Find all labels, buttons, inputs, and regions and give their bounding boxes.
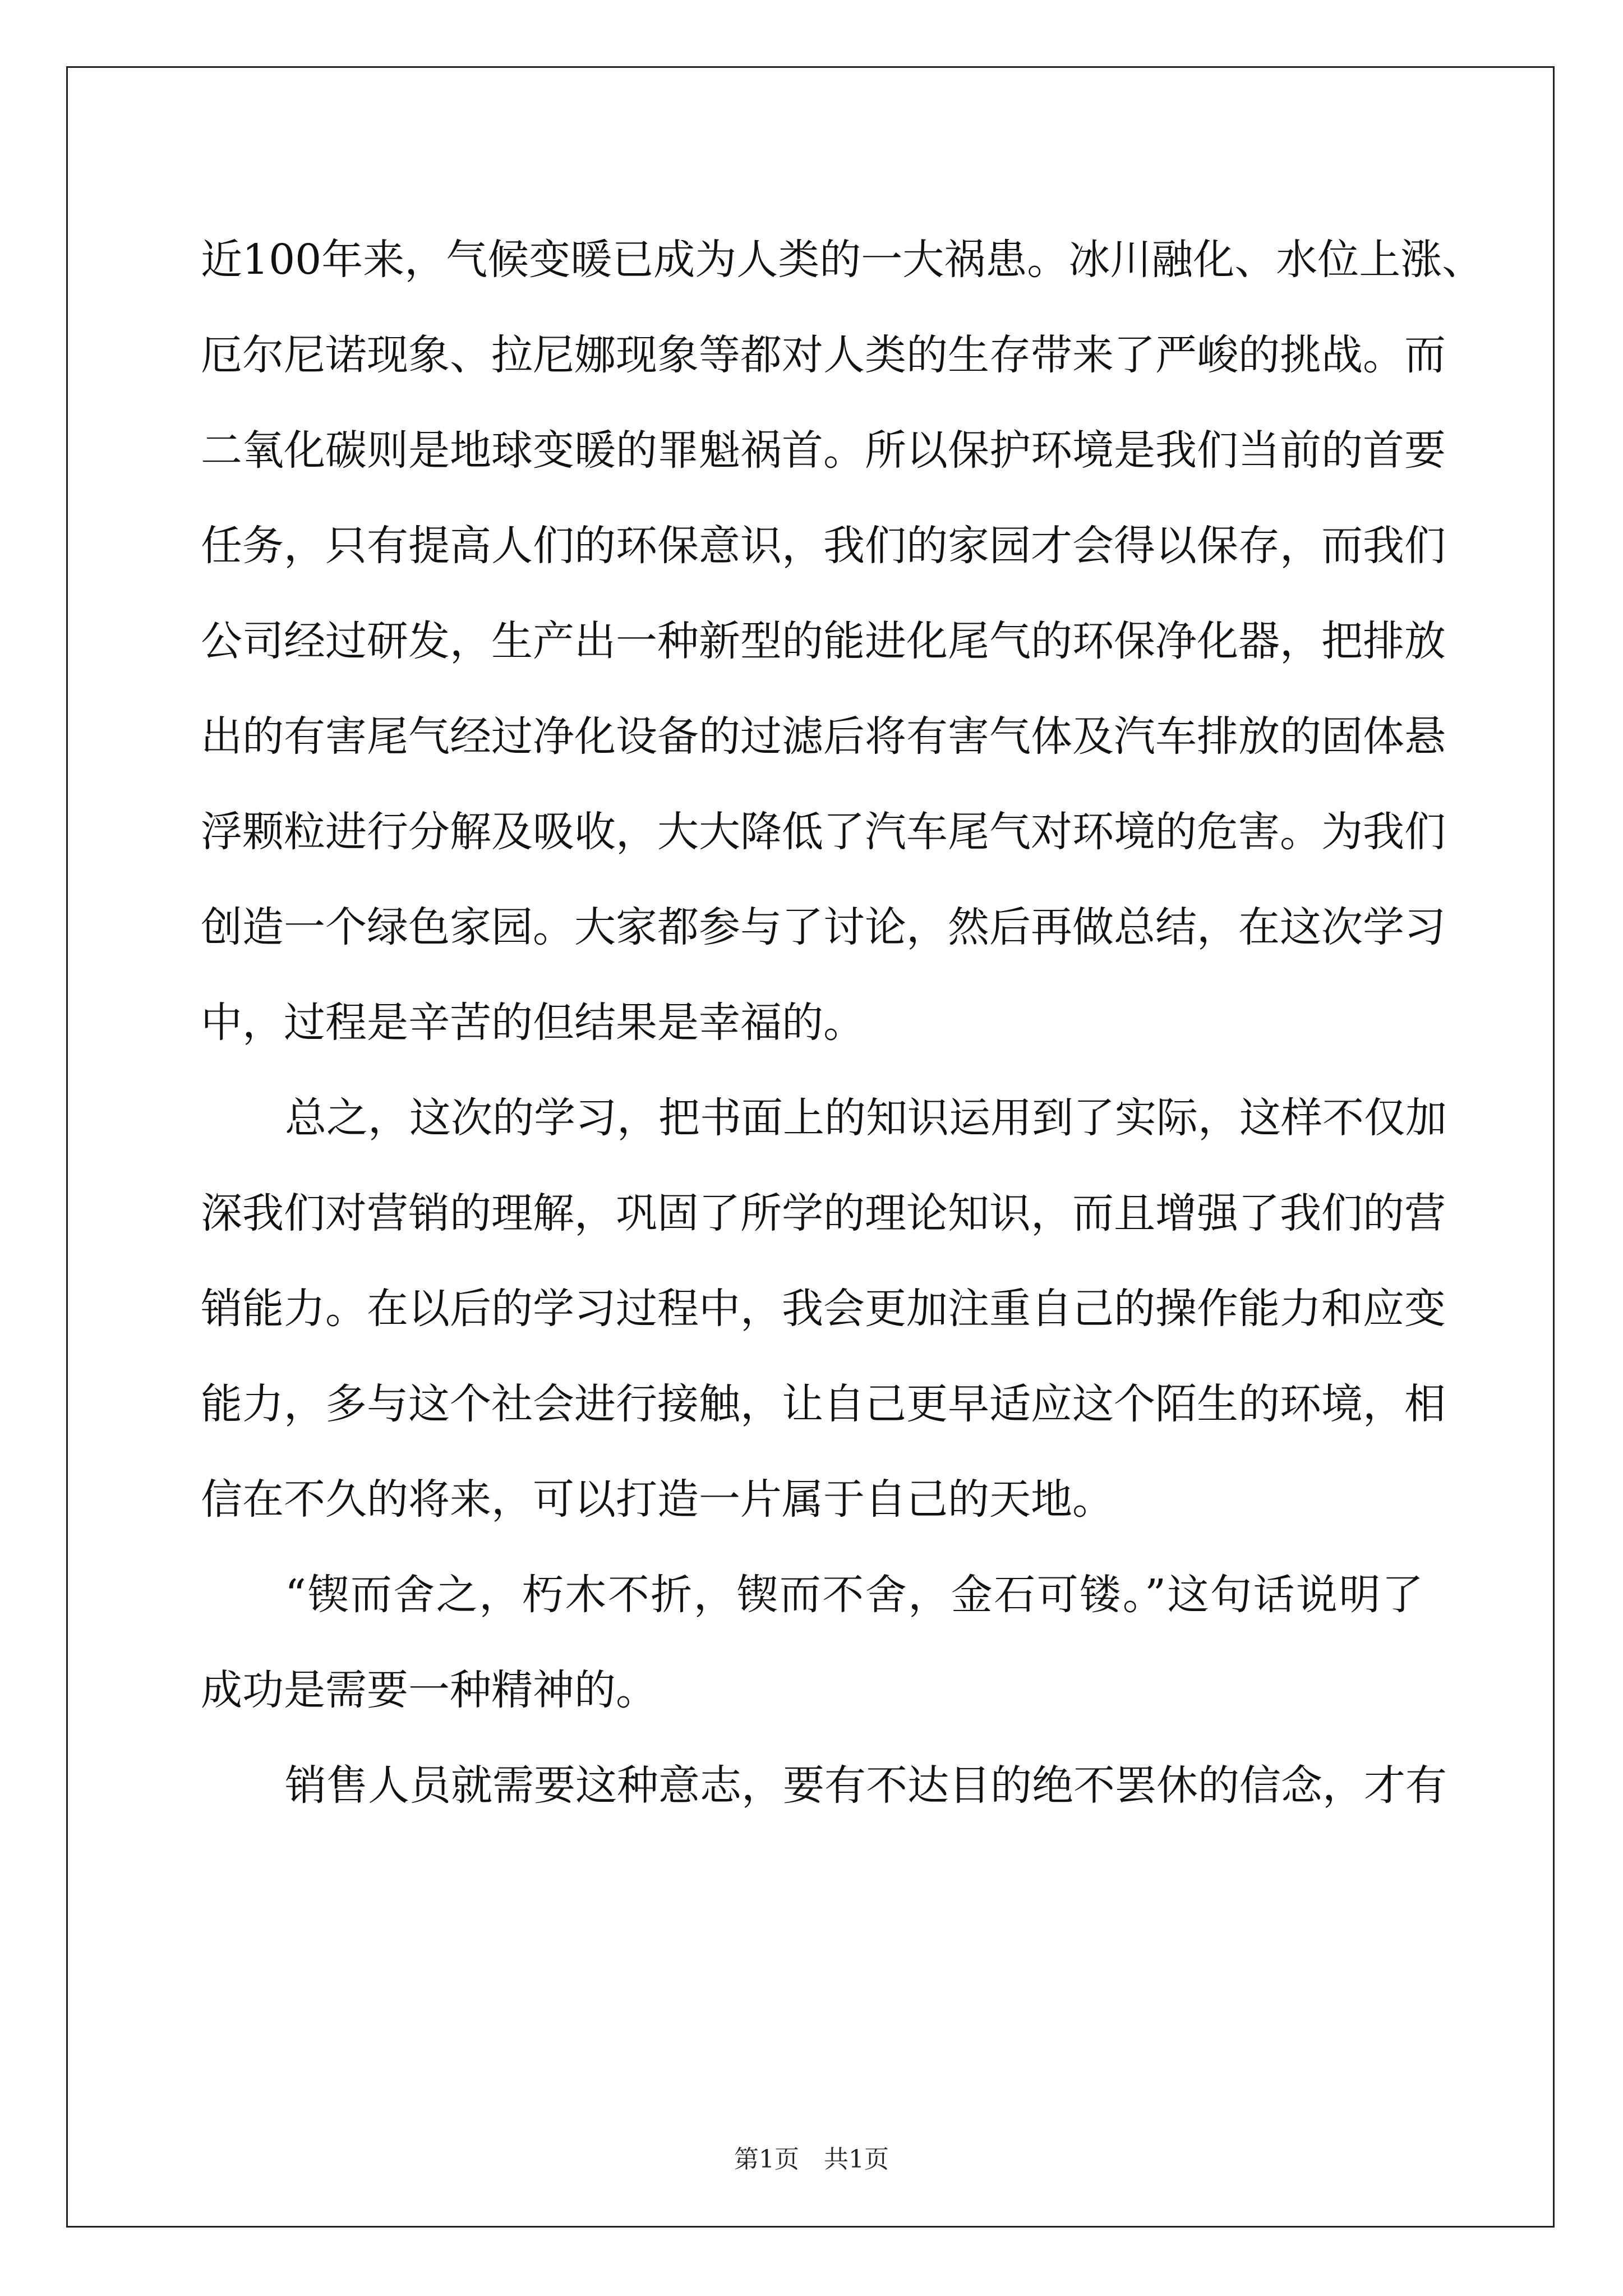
text-line: 能力，多与这个社会进行接触，让自己更早适应这个陌生的环境，相 — [201, 1380, 1446, 1428]
text-line: 成功是需要一种精神的。 — [201, 1666, 657, 1714]
text-line: 销能力。在以后的学习过程中，我会更加注重自己的操作能力和应变 — [201, 1285, 1446, 1333]
text-line: 近100年来，气候变暖已成为人类的一大祸患。冰川融化、水位上涨、 — [201, 236, 1484, 284]
text-line: 深我们对营销的理解，巩固了所学的理论知识，而且增强了我们的营 — [201, 1189, 1446, 1237]
page-number-label: 第1页 共1页 — [734, 2145, 889, 2174]
text-line: “锲而舍之，朽木不折，锲而不舍，金石可镂。”这句话说明了 — [285, 1571, 1423, 1619]
document-body — [201, 212, 1484, 1833]
text-line: 总之，这次的学习，把书面上的知识运用到了实际，这样不仅加 — [285, 1094, 1447, 1142]
text-line: 公司经过研发，生产出一种新型的能进化尾气的环保净化器，把排放 — [201, 617, 1446, 665]
text-line: 信在不久的将来，可以打造一片属于自己的天地。 — [201, 1475, 1114, 1524]
text-line: 销售人员就需要这种意志，要有不达目的绝不罢休的信念，才有 — [285, 1761, 1447, 1810]
text-line: 创造一个绿色家园。大家都参与了讨论，然后再做总结，在这次学习 — [201, 903, 1446, 951]
text-line: 中，过程是辛苦的但结果是幸福的。 — [201, 999, 865, 1047]
text-line: 任务，只有提高人们的环保意识，我们的家园才会得以保存，而我们 — [201, 522, 1446, 570]
text-line: 出的有害尾气经过净化设备的过滤后将有害气体及汽车排放的固体悬 — [201, 712, 1446, 761]
text-line: 二氧化碳则是地球变暖的罪魁祸首。所以保护环境是我们当前的首要 — [201, 426, 1446, 475]
text-line: 浮颗粒进行分解及吸收，大大降低了汽车尾气对环境的危害。为我们 — [201, 808, 1446, 856]
text-line: 厄尔尼诺现象、拉尼娜现象等都对人类的生存带来了严峻的挑战。而 — [201, 331, 1446, 379]
page-footer — [0, 2143, 1623, 2177]
